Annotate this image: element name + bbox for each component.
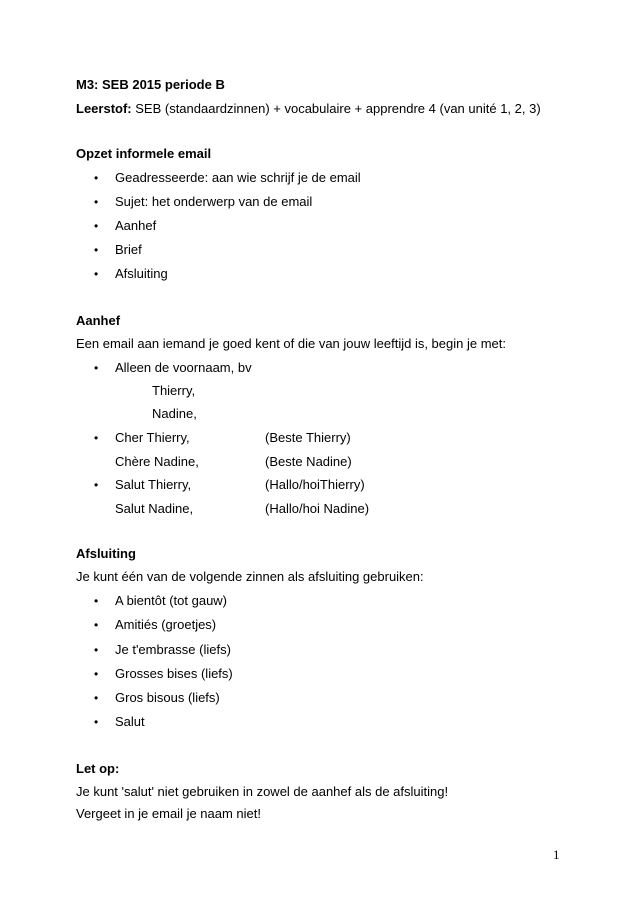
letop-line1: Je kunt 'salut' niet gebruiken in zowel de aanhef als de afsluiting! — [76, 784, 449, 799]
leerstof-text: SEB (standaardzinnen) + vocabulaire + apprendre 4 (van unité 1, 2, 3) — [131, 101, 541, 116]
list-item-text: A bientôt (tot gauw) — [115, 593, 228, 608]
list-item-text: Alleen de voornaam, bv — [115, 360, 252, 375]
bullet-icon: • — [94, 243, 99, 257]
translation-text: (Beste Nadine) — [265, 454, 352, 469]
bullet-icon: • — [94, 691, 99, 705]
bullet-icon: • — [94, 594, 99, 608]
bullet-icon: • — [94, 715, 99, 729]
letop-heading: Let op: — [76, 761, 120, 776]
list-item-text: Cher Thierry, — [115, 430, 190, 445]
bullet-icon: • — [94, 643, 99, 657]
list-item-text: Afsluiting — [115, 266, 168, 281]
afsluiting-heading: Afsluiting — [76, 546, 136, 561]
list-item-text: Gros bisous (liefs) — [115, 690, 220, 705]
aanhef-intro: Een email aan iemand je goed kent of die van jouw leeftijd is, begin je met: — [76, 336, 506, 351]
example-name: Nadine, — [152, 406, 197, 421]
list-item-text: Amitiés (groetjes) — [115, 617, 217, 632]
list-item-text: Aanhef — [115, 218, 157, 233]
translation-text: (Hallo/hoiThierry) — [265, 477, 365, 492]
bullet-icon: • — [94, 618, 99, 632]
bullet-icon: • — [94, 478, 99, 492]
translation-text: (Beste Thierry) — [265, 430, 351, 445]
translation-text: (Hallo/hoi Nadine) — [265, 501, 370, 516]
aanhef-heading: Aanhef — [76, 313, 121, 328]
list-item-text: Geadresseerde: aan wie schrijf je de email — [115, 170, 361, 185]
bullet-icon: • — [94, 267, 99, 281]
example-name: Thierry, — [152, 383, 196, 398]
bullet-icon: • — [94, 219, 99, 233]
bullet-icon: • — [94, 171, 99, 185]
list-item-text: Salut — [115, 714, 145, 729]
document-title: M3: SEB 2015 periode B — [76, 77, 225, 92]
bullet-icon: • — [94, 195, 99, 209]
list-item-text: Salut Thierry, — [115, 477, 192, 492]
bullet-icon: • — [94, 667, 99, 681]
leerstof-line — [76, 101, 541, 117]
bullet-icon: • — [94, 431, 99, 445]
afsluiting-intro: Je kunt één van de volgende zinnen als afsluiting gebruiken: — [76, 569, 424, 584]
greeting-text: Salut Nadine, — [115, 501, 194, 516]
list-item-text: Grosses bises (liefs) — [115, 666, 233, 681]
leerstof-label: Leerstof: — [76, 101, 132, 116]
letop-line2: Vergeet in je email je naam niet! — [76, 806, 261, 821]
list-item-text: Je t'embrasse (liefs) — [115, 642, 231, 657]
page-number: 1 — [553, 847, 560, 862]
list-item-text: Brief — [115, 242, 142, 257]
greeting-text: Chère Nadine, — [115, 454, 199, 469]
bullet-icon: • — [94, 361, 99, 375]
list-item-text: Sujet: het onderwerp van de email — [115, 194, 313, 209]
opzet-heading: Opzet informele email — [76, 146, 212, 161]
